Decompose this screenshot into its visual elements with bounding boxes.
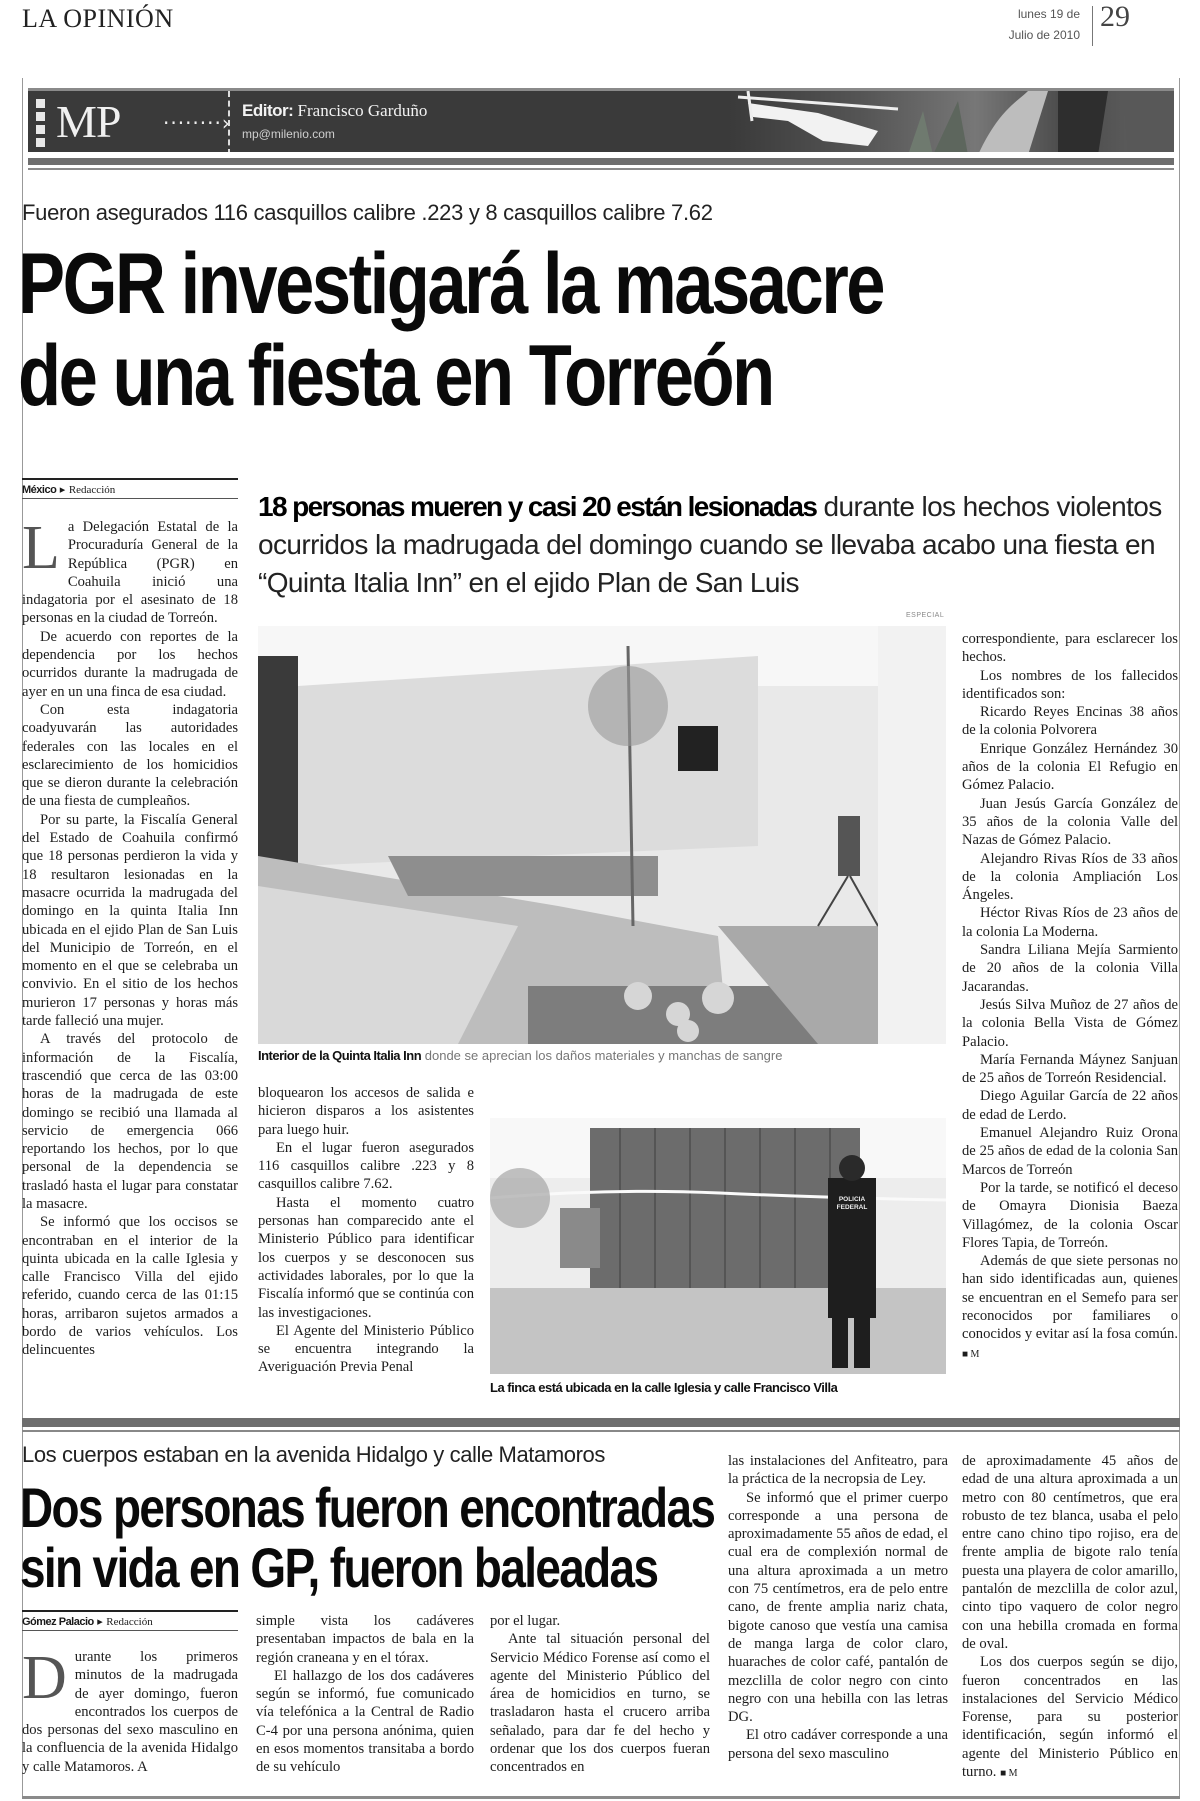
story1-headline-line-2: de una fiesta en Torreón (18, 328, 773, 424)
victim-entry: Emanuel Alejandro Ruiz Orona de 25 años de edad de la colonia San Marcos de Torreón (962, 1125, 1178, 1178)
story2-headline-line-2: sin vida en GP, fueron baleadas (20, 1536, 658, 1599)
dropcap: D (22, 1644, 67, 1712)
paragraph: Ante tal situación personal del Servicio Médico Forense así como el agente del Ministerio Público del área de homicidios en turno, se trasladaron hasta el crucero arriba señalado, para dar fe del hecho y ordenar que los dos cuerpos fueran concentrados en (490, 1631, 710, 1776)
paragraph: A través del protocolo de información de la Fiscalía, trascendió que cerca de las 03:00 horas de la madrugada de este domingo se recibió una llamada al servicio de emergencia 066 reportando los hechos, por lo que personal de la dependencia se trasladó hasta el lugar para constatar la masacre. (22, 1031, 238, 1212)
victim-entry: Ricardo Reyes Encinas 38 años de la colonia Polvorera (962, 704, 1178, 739)
paragraph (962, 1653, 1178, 1783)
paragraph: El Agente del Ministerio Público se encuentra integrando la Averiguación Previa Penal (258, 1322, 474, 1376)
paragraph: En el lugar fueron asegurados 116 casquillos calibre .223 y 8 casquillos calibre 7.62. (258, 1139, 474, 1193)
dropcap: L (22, 514, 60, 582)
editor-label: Editor: (242, 101, 294, 120)
subhead-rest: durante los hechos violentos ocurridos la madrugada del domingo cuando se llevaba acabo una fiesta en “Quinta Italia Inn” en el ejido Plan de San Luis (258, 491, 1162, 598)
paragraph: las instalaciones del Anfiteatro, para la práctica de la necropsia de Ley. (728, 1453, 948, 1488)
photo1-caption (258, 1048, 958, 1063)
victim-entry: Héctor Rivas Ríos de 23 años de la colonia La Moderna. (962, 905, 1178, 940)
page-number: 29 (1100, 0, 1130, 33)
victim-entry: Diego Aguilar García de 22 años de edad de Lerdo. (962, 1088, 1178, 1123)
story1-headline (18, 238, 883, 422)
paragraph: Por la tarde, se notificó el deceso de Omayra Dionisia Baeza Villagómez, de la colonia Oscar Flores Tapia, de Torreón. (962, 1179, 1178, 1251)
victim-entry: Alejandro Rivas Ríos de 33 años de la colonia Ampliación Los Ángeles. (962, 850, 1178, 904)
editor-email: mp@milenio.com (242, 127, 335, 141)
end-mark: ■ M (962, 1348, 980, 1360)
photo-credit: ESPECIAL (906, 612, 945, 619)
story2-column-5 (962, 1452, 1178, 1783)
story2-column-2 (256, 1612, 474, 1777)
victim-entry: Enrique González Hernández 30 años de la colonia El Refugio en Gómez Palacio. (962, 740, 1178, 794)
paragraph: de aproximadamente 45 años de edad de una altura aproximada a un metro con 80 centímetros, que era robusto de tez blanca, usaba el pelo entre cano chino tipo rojiso, era de frente amplia de bigote ralo tenía puesta una playera de color amarillo, pantalón de mezclilla de color azul, cinto tipo vaquero de color negro con una hebilla cromada en forma de oval. (962, 1453, 1178, 1652)
bottom-rule (22, 1796, 1180, 1799)
photo-quinta-interior (258, 626, 946, 1044)
story2-column-3 (490, 1612, 710, 1777)
paragraph-text: Además de que siete personas no han sido identificadas aun, quienes se encuentran en el Semefo para ser reconocidos por familiares o conocidos y evitar así la fosa común. (962, 1253, 1179, 1343)
photo-finca-gate (490, 1118, 946, 1374)
byline-arrow-icon: ▸ (59, 483, 66, 496)
story2-headline (20, 1478, 714, 1598)
paragraph: correspondiente, para esclarecer los hechos. (962, 631, 1178, 666)
caption-lead: Interior de la Quinta Italia Inn (258, 1048, 422, 1063)
end-mark: ■ M (1000, 1768, 1018, 1780)
paragraph: Los nombres de los fallecidos identificados son: (962, 667, 1178, 702)
date-line-1: lunes 19 de (1017, 7, 1080, 21)
dotted-arrow-icon: ········› (163, 111, 231, 135)
editor-name: Francisco Garduño (297, 101, 428, 120)
paragraph: De acuerdo con reportes de la dependencia por los hechos ocurridos durante la madrugada de ayer en un una finca de esa ciudad. (22, 628, 238, 700)
paragraph (962, 1252, 1178, 1364)
crime-scene-photo (258, 626, 946, 1044)
banner-divider (228, 91, 230, 152)
story1-subhead (258, 488, 1188, 602)
page-number-divider (1092, 6, 1093, 46)
story1-column-3 (962, 630, 1178, 1364)
helicopter-icon (728, 91, 1174, 152)
paragraph: El otro cadáver corresponde a una persona del sexo masculino (728, 1727, 948, 1762)
paragraph: urante los primeros minutos de la madrugada de ayer domingo, fueron encontrados los cuerpos de dos personas del sexo masculino en la confluencia de la avenida Hidalgo y calle Matamoros. A (22, 1649, 238, 1775)
section-rule (28, 158, 1174, 165)
story1-headline-line-1: PGR investigará la masacre (18, 236, 884, 332)
date-line-2: Julio de 2010 (1008, 28, 1080, 42)
paragraph: Hasta el momento cuatro personas han comparecido ante el Ministerio Público para identificar los cuerpos y se desconocen sus actividades laborales, por lo que la Fiscalía informó que se continúa con las investigaciones. (258, 1194, 474, 1321)
byline-place: México (22, 484, 57, 496)
story1-column-1 (22, 514, 238, 1360)
paragraph: bloquearon los accesos de salida e hicieron disparos a los asistentes para luego huir. (258, 1085, 474, 1138)
paragraph-text: Los dos cuerpos según se dijo, fueron concentrados en las instalaciones del Servicio Médico Forense, para su posterior identificación, según informó el agente del Ministerio Público en turno. (962, 1654, 1178, 1781)
section-bars-icon (36, 99, 46, 145)
section-banner (28, 88, 1174, 152)
issue-date (960, 4, 1080, 46)
story2-kicker: Los cuerpos estaban en la avenida Hidalgo y calle Matamoros (22, 1442, 605, 1467)
victim-entry: Jesús Silva Muñoz de 27 años de la colonia Bella Vista de Gómez Palacio. (962, 996, 1178, 1050)
caption-rest: donde se aprecian los daños materiales y manchas de sangre (421, 1048, 783, 1063)
police-vest-text: POLICIA FEDERAL (836, 1196, 868, 1211)
story1-byline (22, 478, 238, 499)
paragraph: Con esta indagatoria coadyuvarán las autoridades federales con las locales en el esclarecimiento de los homicidios que se dieron durante la celebración de una fiesta de cumpleaños. (22, 701, 238, 810)
byline-arrow-icon: ▸ (97, 1615, 103, 1628)
paragraph: Por su parte, la Fiscalía General del Estado de Coahuila confirmó que 18 personas perdieron la vida y 18 resultaron lesionadas en la masacre ocurrida la madrugada del domingo en la quinta Italia Inn ubicada en el ejido Plan de San Luis del Municipio de Torreón, en el momento en el que se celebraba un convivio. En el sitio de los hechos murieron 17 personas y horas más tarde falleció una mujer. (22, 811, 238, 1030)
story2-column-4 (728, 1452, 948, 1763)
byline-author: Redacción (106, 1616, 153, 1628)
victim-entry: Sandra Liliana Mejía Sarmiento de 20 años de la colonia Villa Jacarandas. (962, 942, 1178, 995)
section-rule-thin (28, 168, 1174, 170)
paragraph: por el lugar. (490, 1613, 561, 1629)
paragraph: El hallazgo de los dos cadáveres según se informó, fue comunicado vía telefónica a la Central de Radio C-4 por una persona anónima, quien en esos momentos transitaba a bordo de su vehículo (256, 1667, 474, 1776)
story-divider (22, 1418, 1180, 1427)
story2-headline-line-1: Dos personas fueron encontradas (20, 1476, 715, 1539)
byline-author: Redacción (68, 484, 116, 496)
photo2-caption: La finca está ubicada en la calle Iglesia y calle Francisco Villa (490, 1380, 838, 1395)
paragraph: Se informó que el primer cuerpo corresponde a una persona de aproximadamente 55 años de edad, el cual era de complexión normal de una altura aproximada a un metro con 75 centímetros, era de pelo entre cano, de frente amplia nariz chata, bigote canoso que vestía una camisa de manga larga de color claro, huaraches de color café, pantalón de mezclilla de color negro con cinto negro con una hebilla con las letras DG. (728, 1489, 948, 1726)
paragraph: Se informó que los occisos se encontraban en el interior de la quinta ubicada en la calle Iglesia y calle Francisco Villa del ejido referido, cuando cerca de las 01:15 horas, arribaron sujetos armados a bordo de varios vehículos. Los delincuentes (22, 1214, 238, 1359)
police-gate-photo (490, 1118, 946, 1374)
editor-credit (242, 101, 427, 121)
victim-entry: Juan Jesús García González de 35 años de la colonia Valle del Nazas de Gómez Palacio. (962, 795, 1178, 849)
story2-byline (22, 1610, 238, 1631)
subhead-lead: 18 personas mueren y casi 20 están lesionadas (258, 491, 817, 522)
paragraph: a Delegación Estatal de la Procuraduría General de la República (PGR) en Coahuila inició una indagatoria por el asesinato de 18 personas en la ciudad de Torreón. (22, 519, 238, 627)
story2-column-1 (22, 1644, 238, 1776)
victim-entry: María Fernanda Máynez Sanjuan de 25 años de Torreón Residencial. (962, 1051, 1178, 1087)
story1-column-2 (258, 1084, 474, 1377)
banner-illustration (728, 91, 1174, 152)
story-divider-thin (22, 1430, 1180, 1432)
story1-kicker: Fueron asegurados 116 casquillos calibre .223 y 8 casquillos calibre 7.62 (22, 200, 713, 225)
paragraph: simple vista los cadáveres presentaban impactos de bala en la región craneana y en el tórax. (256, 1613, 474, 1666)
byline-place: Gómez Palacio (22, 1616, 94, 1628)
section-name: MP (56, 96, 121, 147)
masthead: LA OPINIÓN (22, 4, 174, 33)
